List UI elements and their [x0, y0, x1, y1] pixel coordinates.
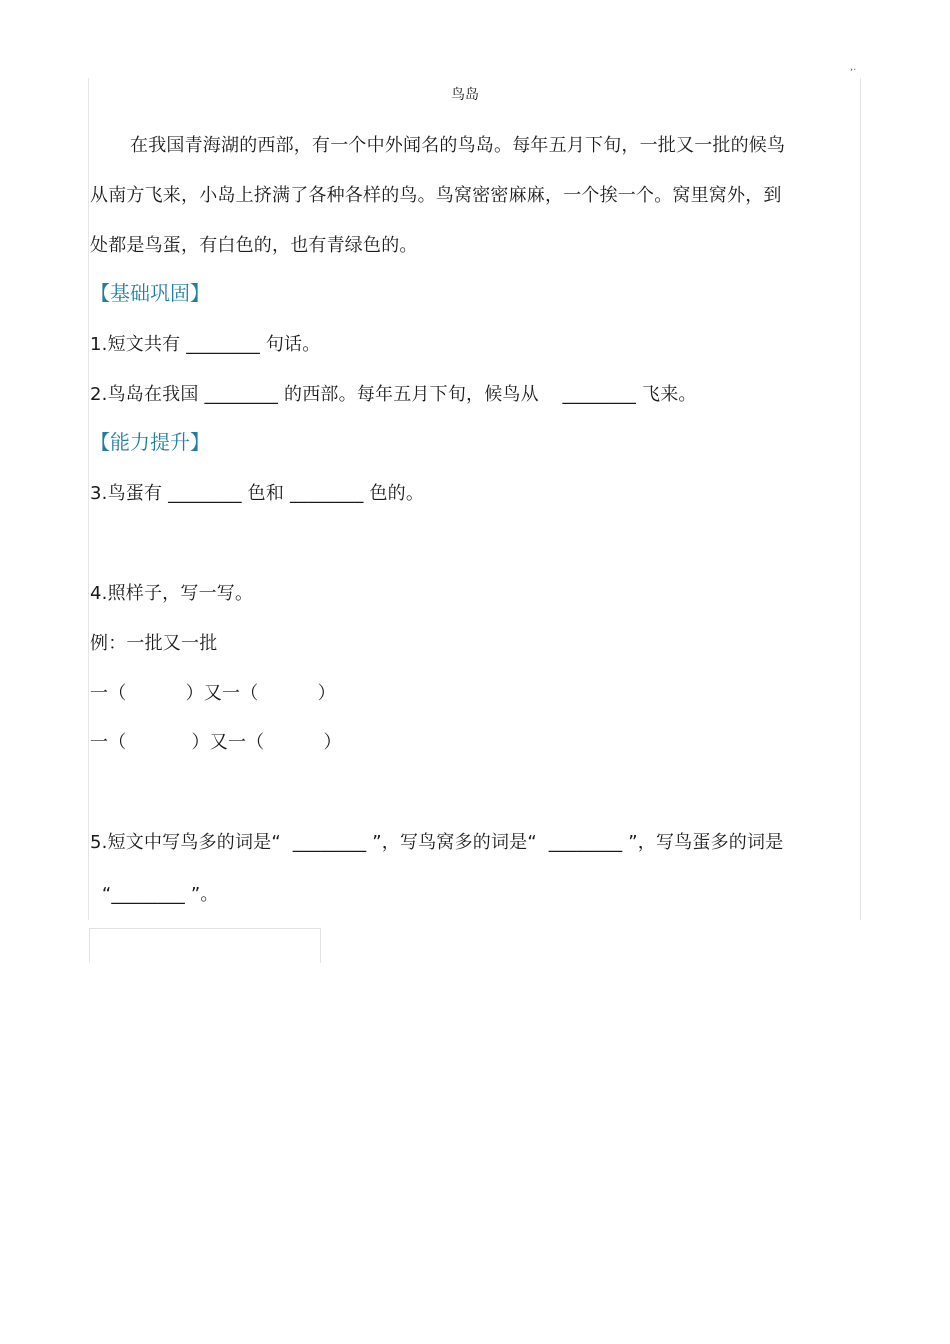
question-5-line-1: 5.短文中写鸟多的词是“ ________ ”，写鸟窝多的词是“ ________ ”，写鸟蛋多的词是	[90, 832, 784, 853]
passage-line-1: 在我国青海湖的西部，有一个中外闻名的鸟岛。每年五月下旬，一批又一批的候鸟	[130, 135, 786, 156]
question-5-line-2: “________ ”。	[90, 884, 219, 905]
corner-mark: ,.	[850, 62, 857, 73]
fill-blank-line-2: 一（ ）又一（ ）	[90, 732, 342, 753]
page-frame-left	[88, 78, 89, 920]
fill-blank-line-1: 一（ ）又一（ ）	[90, 683, 336, 704]
section-heading-basic: 【基础巩固】	[90, 281, 210, 305]
section-heading-advanced: 【能力提升】	[90, 430, 210, 454]
question-2: 2.鸟岛在我国 ________ 的西部。每年五月下旬，候鸟从 ________ 飞来。	[90, 384, 697, 405]
page-frame-right	[860, 78, 861, 920]
question-1: 1.短文共有 ________ 句话。	[90, 334, 321, 355]
question-3: 3.鸟蛋有 ________ 色和 ________ 色的。	[90, 483, 425, 504]
empty-table-cell	[89, 928, 321, 963]
example-line: 例：一批又一批	[90, 633, 218, 654]
question-4: 4.照样子，写一写。	[90, 583, 254, 604]
passage-line-3: 处都是鸟蛋，有白色的，也有青绿色的。	[90, 235, 418, 256]
passage-line-2: 从南方飞来，小岛上挤满了各种各样的鸟。鸟窝密密麻麻，一个挨一个。窝里窝外，到	[90, 185, 782, 206]
document-title: 鸟岛	[451, 87, 479, 103]
